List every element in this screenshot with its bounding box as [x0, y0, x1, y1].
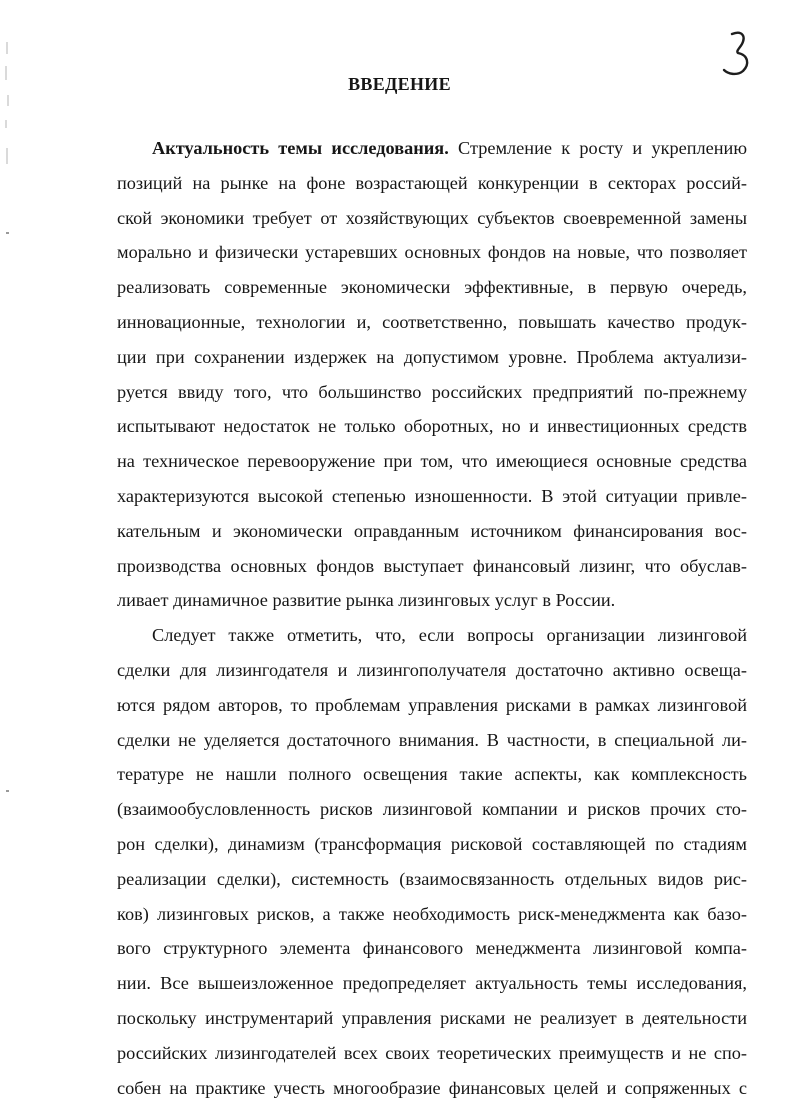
text-line: сделки для лизингодателя и лизингополучателя достаточно активно освеща-	[117, 659, 747, 680]
text-line: ются рядом авторов, то проблемам управления рисками в рамках лизинговой	[117, 694, 747, 715]
text-line: ливает динамичное развитие рынка лизинговых услуг в России.	[117, 590, 616, 611]
text-line: нии. Все вышеизложенное предопределяет актуальность темы исследования,	[117, 973, 747, 994]
text-line: ции при сохранении издержек на допустимом уровне. Проблема актуализи-	[117, 346, 747, 367]
text-line: реализовать современные экономически эффективные, в первую очередь,	[117, 277, 747, 298]
text-line: реализации сделки), системность (взаимосвязанность отдельных видов рис-	[117, 868, 747, 889]
text-line: морально и физически устаревших основных фондов на новые, что позволяет	[117, 242, 747, 263]
text-line: поскольку инструментарий управления рисками не реализует в деятельности	[117, 1007, 747, 1028]
text-line: российских лизингодателей всех своих теоретических преимуществ и не спо-	[117, 1042, 747, 1063]
text-line	[117, 131, 747, 166]
section-title: ВВЕДЕНИЕ	[348, 74, 451, 94]
text-line: вого структурного элемента финансового менеджмента лизинговой компа-	[117, 938, 747, 959]
scan-dot	[6, 790, 9, 792]
text-line: рон сделки), динамизм (трансформация рисковой составляющей по стадиям	[117, 833, 747, 854]
text-line: сделки не уделяется достаточного внимания. В частности, в специальной ли-	[117, 729, 747, 750]
text-line: ков) лизинговых рисков, а также необходимость риск-менеджмента как базо-	[117, 903, 747, 924]
scan-dot	[6, 232, 9, 234]
text-line: кательным и экономически оправданным источником финансирования вос-	[117, 520, 747, 541]
text-line: тературе не нашли полного освещения такие аспекты, как комплексность	[117, 764, 747, 785]
text-line: руется ввиду того, что большинство российских предприятий по-прежнему	[117, 381, 747, 402]
text-line: (взаимообусловленность рисков лизинговой компании и рисков прочих сто-	[117, 799, 747, 820]
text-line: позиций на рынке на фоне возрастающей конкуренции в секторах россий-	[117, 172, 747, 193]
scan-edge-marks	[2, 40, 12, 170]
text-line: характеризуются высокой степенью изношенности. В этой ситуации привле-	[117, 485, 747, 506]
text-line: собен на практике учесть многообразие финансовых целей и сопряженных с	[117, 1077, 747, 1098]
text-line: на техническое перевооружение при том, что имеющиеся основные средства	[117, 451, 747, 472]
text-line: ской экономики требует от хозяйствующих субъектов своевременной замены	[117, 207, 747, 228]
body-text	[117, 131, 747, 1105]
text-line: Следует также отметить, что, если вопросы организации лизинговой	[152, 625, 747, 646]
text-line: производства основных фондов выступает финансовый лизинг, что обуслав-	[117, 555, 747, 576]
handwritten-page-number	[712, 28, 762, 80]
text-fragment: Стремление к росту и укреплению	[448, 138, 748, 158]
text-line: инновационные, технологии и, соответственно, повышать качество продук-	[117, 311, 747, 332]
lead-phrase: Актуальность темы исследования.	[152, 138, 449, 158]
text-line: испытывают недостаток не только оборотных, но и инвестиционных средств	[117, 416, 747, 437]
